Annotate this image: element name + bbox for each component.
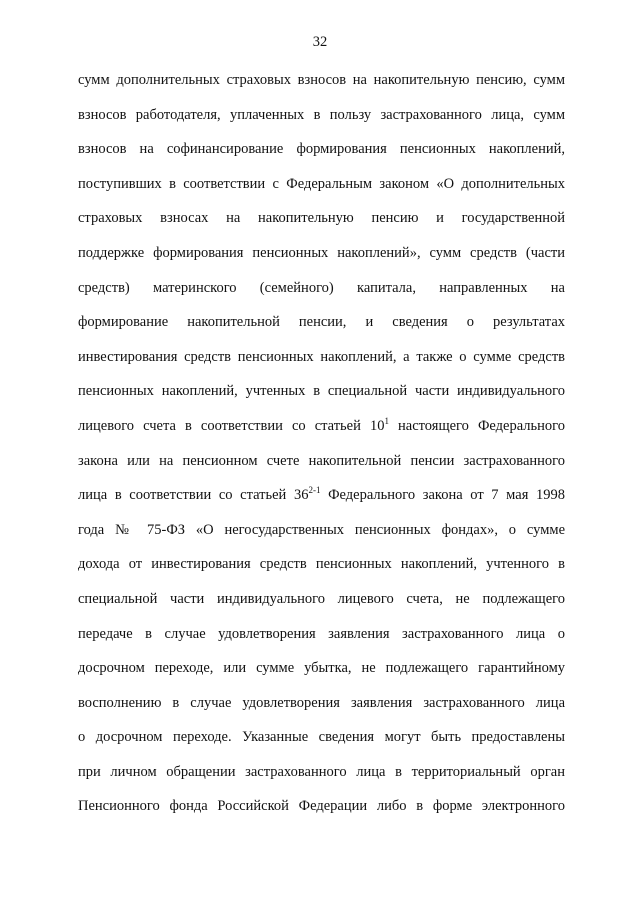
text-line: формирование накопительной пенсии, и сведения о результатах <box>78 314 565 331</box>
text-line: средств) материнского (семейного) капитала, направленных на <box>78 279 565 296</box>
article-superscript: 1 <box>384 415 389 426</box>
text-line-with-superscript <box>78 409 565 444</box>
document-body <box>78 63 565 824</box>
text-line: поступивших в соответствии с Федеральным законом «О дополнительных <box>78 175 565 192</box>
text-line: дохода от инвестирования средств пенсионных накоплений, учтенного в <box>78 556 565 573</box>
text-line: о досрочном переходе. Указанные сведения могут быть предоставлены <box>78 729 565 746</box>
text-line: восполнению в случае удовлетворения заявления застрахованного лица <box>78 694 565 711</box>
text-segment: Федерального закона от 7 мая 1998 <box>320 487 565 504</box>
text-line-with-superscript <box>78 478 565 513</box>
text-line: взносов работодателя, уплаченных в пользу застрахованного лица, сумм <box>78 106 565 123</box>
text-line: закона или на пенсионном счете накопительной пенсии застрахованного <box>78 452 565 469</box>
text-segment: лица в соответствии со статьей 36 <box>78 487 309 504</box>
text-line: при личном обращении застрахованного лица в территориальный орган <box>78 763 565 780</box>
text-line: взносов на софинансирование формирования пенсионных накоплений, <box>78 141 565 158</box>
text-line: инвестирования средств пенсионных накоплений, а также о сумме средств <box>78 348 565 365</box>
text-line: года № 75-ФЗ «О негосударственных пенсионных фондах», о сумме <box>78 521 565 538</box>
text-line: досрочном переходе, или сумме убытка, не подлежащего гарантийному <box>78 660 565 677</box>
text-segment: лицевого счета в соответствии со статьей 10 <box>78 417 385 434</box>
text-line: страховых взносах на накопительную пенсию и государственной <box>78 210 565 227</box>
text-line: поддержке формирования пенсионных накоплений», сумм средств (части <box>78 244 565 261</box>
text-line: сумм дополнительных страховых взносов на накопительную пенсию, сумм <box>78 72 565 88</box>
article-superscript: 2-1 <box>308 485 321 496</box>
text-segment: настоящего Федерального <box>388 417 565 434</box>
text-line: специальной части индивидуального лицевого счета, не подлежащего <box>78 590 565 607</box>
text-line: передаче в случае удовлетворения заявления застрахованного лица о <box>78 625 565 642</box>
text-line: пенсионных накоплений, учтенных в специальной части индивидуального <box>78 383 565 400</box>
text-line: Пенсионного фонда Российской Федерации либо в форме электронного <box>78 798 565 815</box>
page-number: 32 <box>312 34 328 50</box>
